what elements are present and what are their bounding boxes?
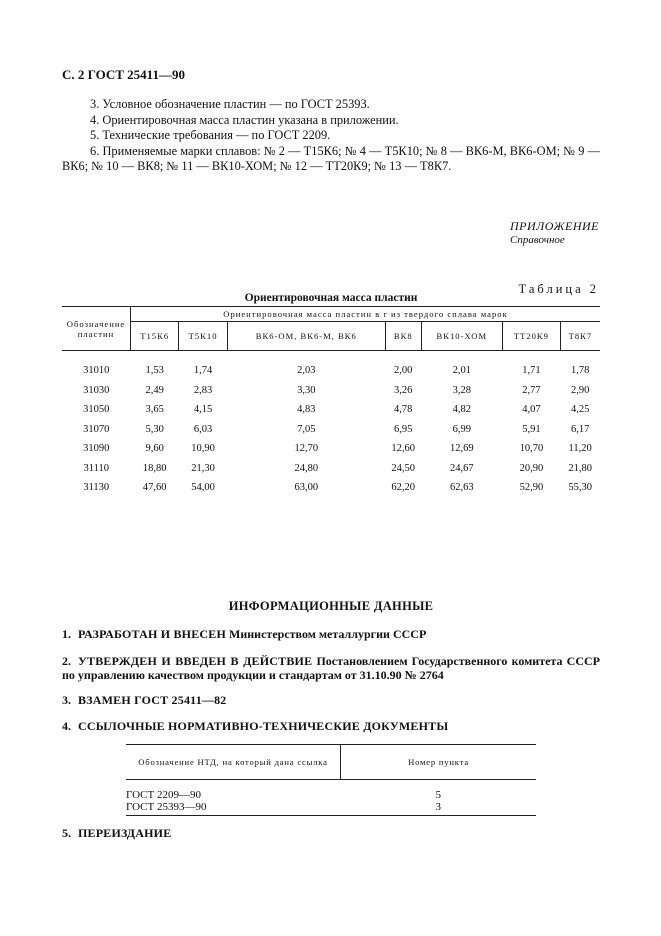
- mass-value: 3,28: [452, 384, 471, 396]
- mass-value: 1,74: [193, 365, 213, 377]
- info-item-caps: ВЗАМЕН ГОСТ 25411—82: [78, 693, 227, 707]
- appendix-label: [510, 219, 599, 246]
- column-header-ntd: Обозначение НТД, на который дана ссылка: [126, 745, 341, 780]
- column-header-alloy: ВК10-ХОМ: [421, 322, 502, 351]
- column-header-alloy: Т5К10: [179, 322, 227, 351]
- ntd-clause: 3: [341, 802, 537, 816]
- table-row: [62, 439, 600, 459]
- mass-value: 4,25: [570, 404, 590, 416]
- info-item-caps: РАЗРАБОТАН И ВНЕСЕН: [78, 627, 227, 641]
- mass-value: 2,01: [452, 365, 471, 377]
- mass-value: 20,90: [519, 462, 544, 474]
- column-header-alloy: Т8К7: [560, 322, 600, 351]
- mass-value: 2,00: [394, 365, 413, 377]
- mass-value: 4,07: [522, 404, 541, 416]
- info-item-number: 3.: [62, 693, 71, 707]
- mass-value: 2,83: [193, 384, 213, 396]
- column-header-designation: Обозначение пластин: [62, 307, 131, 351]
- info-item-number: 4.: [62, 719, 71, 733]
- mass-value: 2,49: [145, 384, 164, 396]
- mass-value: 12,60: [391, 443, 416, 455]
- mass-value: 63,00: [294, 482, 319, 494]
- plate-designation: 31070: [83, 423, 110, 435]
- mass-value: 5,30: [145, 423, 164, 435]
- appendix-title: ПРИЛОЖЕНИЕ: [510, 219, 599, 233]
- info-heading: ИНФОРМАЦИОННЫЕ ДАННЫЕ: [228, 599, 434, 613]
- table-row: [62, 420, 600, 440]
- appendix-subtitle: Справочное: [510, 234, 565, 246]
- mass-value: 1,78: [570, 365, 590, 377]
- ntd-designation: ГОСТ 2209—90: [126, 789, 201, 801]
- table-row: [62, 351, 600, 381]
- mass-value: 4,15: [193, 404, 213, 416]
- reference-documents-table: [126, 744, 536, 816]
- mass-value: 18,80: [142, 462, 167, 474]
- column-header-alloy: ВК6-ОМ, ВК6-М, ВК6: [227, 322, 385, 351]
- column-header-alloy: ВК8: [385, 322, 421, 351]
- mass-value: 4,82: [452, 404, 471, 416]
- plate-designation: 31050: [83, 404, 110, 416]
- mass-value: 24,50: [391, 462, 416, 474]
- table-row: [62, 381, 600, 401]
- info-item-references: [62, 719, 600, 733]
- column-group-header: Ориентировочная масса пластин в г из твердого сплава марок: [131, 307, 601, 322]
- info-item-text: Постановлением Государственного комитета СССР по управлению качеством продукции и стандартам от 31.10.90 № 2764: [62, 654, 600, 682]
- mass-value: 1,71: [522, 365, 541, 377]
- page-header: С. 2 ГОСТ 25411—90: [62, 67, 185, 82]
- column-header-alloy: Т15К6: [131, 322, 179, 351]
- info-item-approved: [62, 654, 600, 682]
- mass-value: 47,60: [142, 482, 167, 494]
- mass-value: 4,78: [394, 404, 413, 416]
- info-item-caps: УТВЕРЖДЕН И ВВЕДЕН В ДЕЙСТВИЕ: [78, 654, 313, 668]
- table-row: [126, 802, 536, 816]
- plate-designation: 31110: [83, 462, 109, 474]
- mass-value: 4,83: [297, 404, 316, 416]
- column-header-alloy: ТТ20К9: [502, 322, 560, 351]
- column-header-clause: Номер пункта: [341, 745, 537, 780]
- requirement-item: 3. Условное обозначение пластин — по ГОСТ 25393.: [90, 97, 370, 111]
- mass-value: 55,30: [568, 482, 592, 494]
- mass-value: 6,03: [193, 423, 213, 435]
- requirement-item: 5. Технические требования — по ГОСТ 2209.: [90, 128, 331, 143]
- mass-value: 62,20: [391, 482, 416, 494]
- table-row: [126, 780, 536, 802]
- mass-value: 10,70: [519, 443, 544, 455]
- ntd-clause: 5: [435, 789, 441, 801]
- plate-designation: 31090: [83, 443, 110, 455]
- mass-value: 3,26: [394, 384, 413, 396]
- table-row: [62, 400, 600, 420]
- mass-value: 5,91: [522, 423, 541, 435]
- mass-value: 24,67: [450, 462, 474, 474]
- info-item-caps: ССЫЛОЧНЫЕ НОРМАТИВНО-ТЕХНИЧЕСКИЕ ДОКУМЕНТЫ: [78, 719, 449, 733]
- info-item-number: 2.: [62, 654, 71, 668]
- info-item-replaces: [62, 693, 600, 707]
- info-item-number: 5.: [62, 826, 71, 840]
- table-row: [62, 459, 600, 479]
- info-item-number: 1.: [62, 627, 71, 641]
- mass-value: 7,05: [297, 423, 316, 435]
- mass-value: 2,77: [522, 384, 541, 396]
- table-title: Ориентировочная масса пластин: [244, 292, 418, 304]
- mass-table: [62, 306, 600, 498]
- mass-value: 62,63: [450, 482, 474, 494]
- info-item-text: Министерством металлургии СССР: [226, 627, 427, 641]
- requirements-list: [62, 97, 600, 175]
- mass-value: 11,20: [568, 443, 592, 455]
- mass-value: 21,80: [568, 462, 592, 474]
- mass-value: 54,00: [191, 482, 215, 494]
- plate-designation: 31030: [83, 384, 110, 396]
- mass-value: 6,17: [570, 423, 590, 435]
- mass-value: 3,65: [145, 404, 164, 416]
- info-item-developed: [62, 627, 600, 641]
- mass-value: 12,70: [294, 443, 319, 455]
- mass-value: 3,30: [297, 384, 316, 396]
- mass-value: 12,69: [450, 443, 474, 455]
- table-row: [62, 478, 600, 498]
- mass-value: 6,95: [394, 423, 413, 435]
- mass-value: 2,90: [570, 384, 590, 396]
- requirement-item: 6. Применяемые марки сплавов: № 2 — Т15К6; № 4 — Т5К10; № 8 — ВК6-М, ВК6-ОМ; № 9 — ВК6; № 10 — ВК8; № 11 — ВК10-ХОМ; № 12 — ТТ20К9; № 13 — Т8К7.: [62, 143, 600, 174]
- info-item-reissue: [62, 826, 600, 840]
- mass-value: 10,90: [191, 443, 215, 455]
- requirement-item: 4. Ориентировочная масса пластин указана в приложении.: [90, 112, 399, 127]
- mass-value: 52,90: [519, 482, 544, 494]
- mass-value: 6,99: [452, 423, 471, 435]
- plate-designation: 31010: [83, 365, 110, 377]
- info-item-caps: ПЕРЕИЗДАНИЕ: [78, 826, 172, 840]
- ntd-designation: ГОСТ 25393—90: [126, 802, 341, 816]
- mass-value: 9,60: [145, 443, 164, 455]
- plate-designation: 31130: [83, 482, 110, 494]
- mass-value: 2,03: [297, 365, 316, 377]
- table-number: Таблица 2: [518, 282, 599, 296]
- mass-value: 1,53: [145, 365, 164, 377]
- mass-value: 21,30: [191, 462, 215, 474]
- mass-value: 24,80: [294, 462, 319, 474]
